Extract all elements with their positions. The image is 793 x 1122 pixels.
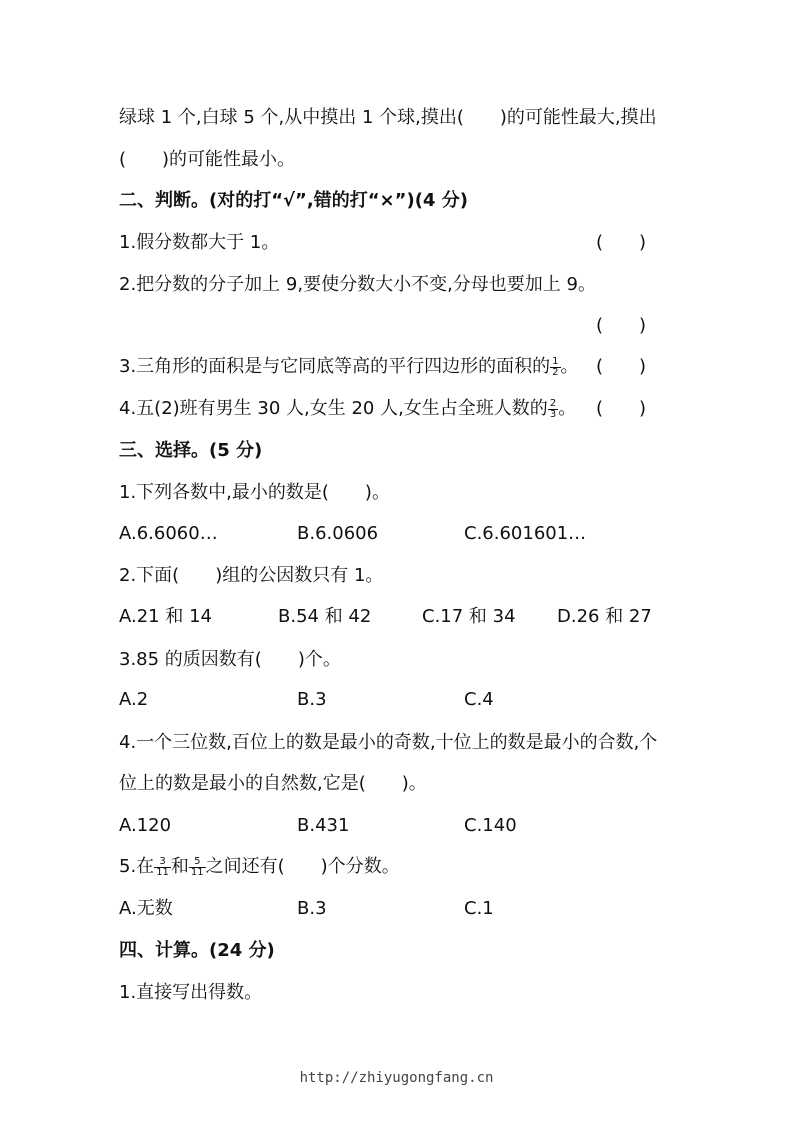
choice-q4-option-c: C.140 — [464, 815, 517, 836]
choice-q3-option-a: A.2 — [119, 689, 149, 710]
choice-q2-option-c: C.17 和 34 — [422, 606, 516, 627]
choice-q1-option-a: A.6.6060… — [119, 523, 218, 544]
choice-q4-line-2: 位上的数是最小的自然数,它是( )。 — [119, 773, 427, 794]
choice-q5-option-a: A.无数 — [119, 898, 173, 919]
choice-q2: 2.下面( )组的公因数只有 1。 — [119, 565, 384, 586]
choice-q2-option-a: A.21 和 14 — [119, 606, 212, 627]
fraction-two-thirds: $\frac{2}{3}$ — [549, 397, 557, 420]
choice-q5-option-b: B.3 — [297, 898, 327, 919]
choice-q2-option-d: D.26 和 27 — [557, 606, 652, 627]
choice-q3: 3.85 的质因数有( )个。 — [119, 649, 341, 670]
choice-q4-line-1: 4.一个三位数,百位上的数是最小的奇数,十位上的数是最小的合数,个 — [119, 732, 658, 753]
judge-q3-text: 3.三角形的面积是与它同底等高的平行四边形的面积的 — [119, 356, 551, 377]
judge-q1: 1.假分数都大于 1。 — [119, 232, 280, 253]
choice-q3-option-b: B.3 — [297, 689, 327, 710]
choice-q3-option-c: C.4 — [464, 689, 494, 710]
fraction-one-half: $\frac{1}{2}$ — [552, 355, 559, 378]
section-4-heading: 四、计算。(24 分) — [119, 940, 275, 961]
choice-q1: 1.下列各数中,最小的数是( )。 — [119, 482, 390, 503]
judge-q3: 3.三角形的面积是与它同底等高的平行四边形的面积的 $\frac{1}{2}$ 。 — [119, 355, 579, 378]
choice-q4-option-b: B.431 — [297, 815, 350, 836]
section-3-heading: 三、选择。(5 分) — [119, 440, 263, 461]
footer-url: http://zhiyugongfang.cn — [299, 1070, 494, 1086]
choice-q2-option-b: B.54 和 42 — [278, 606, 372, 627]
fraction-three-elevenths: $\frac{3}{11}$ — [156, 855, 169, 878]
judge-q4-text: 4.五(2)班有男生 30 人,女生 20 人,女生占全班人数的 — [119, 398, 548, 419]
section-2-heading: 二、判断。(对的打“√”,错的打“×”)(4 分) — [119, 190, 468, 211]
calc-q1: 1.直接写出得数。 — [119, 982, 263, 1003]
intro-line-2: ( )的可能性最小。 — [119, 149, 296, 170]
answer-paren-q2: ( ) — [596, 315, 647, 336]
choice-q5: 5.在 $\frac{3}{11}$ 和 $\frac{5}{11}$ 之间还有( )个分数。 — [119, 855, 400, 878]
answer-paren-q3: ( ) — [596, 356, 647, 377]
choice-q4-option-a: A.120 — [119, 815, 172, 836]
judge-q4: 4.五(2)班有男生 30 人,女生 20 人,女生占全班人数的 $\frac{2}{3}$ 。 — [119, 397, 577, 420]
fraction-five-elevenths: $\frac{5}{11}$ — [190, 855, 204, 878]
choice-q5-option-c: C.1 — [464, 898, 494, 919]
answer-paren-q4: ( ) — [596, 398, 647, 419]
judge-q2: 2.把分数的分子加上 9,要使分数大小不变,分母也要加上 9。 — [119, 274, 596, 295]
intro-line-1: 绿球 1 个,白球 5 个,从中摸出 1 个球,摸出( )的可能性最大,摸出 — [119, 107, 657, 128]
choice-q1-option-b: B.6.0606 — [297, 523, 379, 544]
answer-paren-q1: ( ) — [596, 232, 647, 253]
choice-q1-option-c: C.6.601601… — [464, 523, 587, 544]
